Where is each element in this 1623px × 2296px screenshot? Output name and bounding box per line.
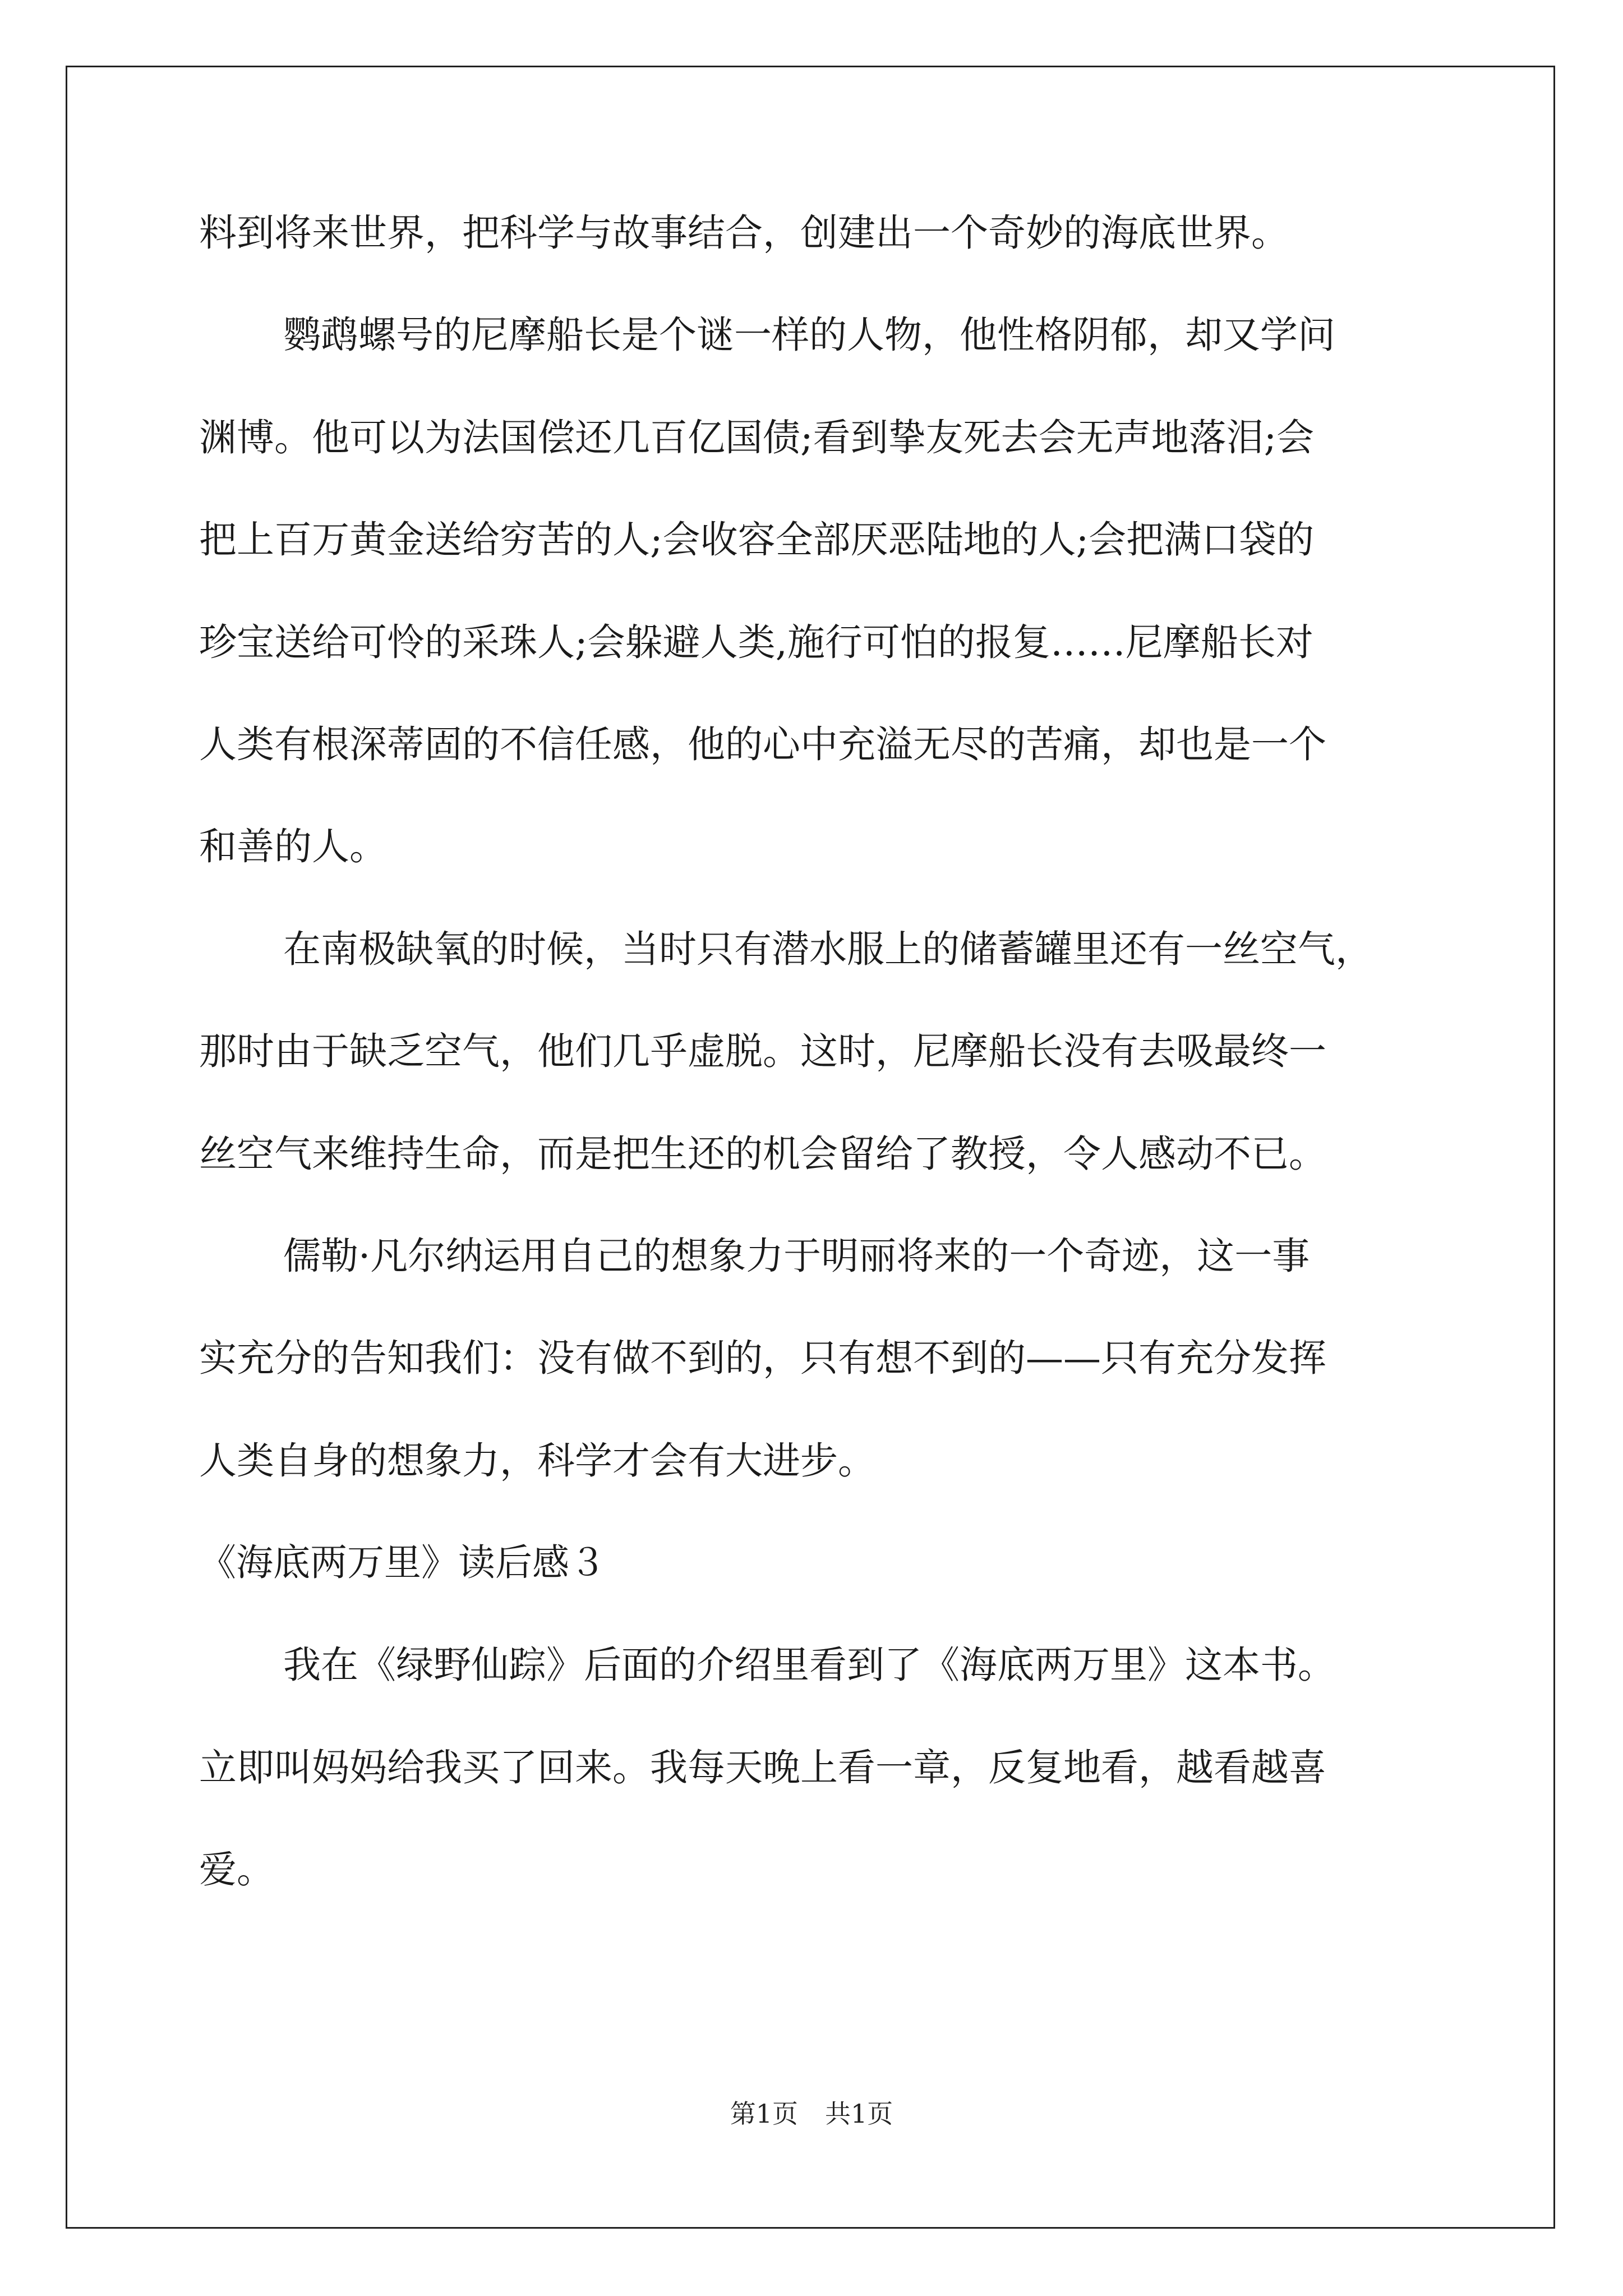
text-line: 人类有根深蒂固的不信任感，他的心中充溢无尽的苦痛，却也是一个 bbox=[199, 722, 1326, 766]
page-total: 共1页 bbox=[825, 2099, 893, 2129]
page-footer bbox=[0, 2097, 1623, 2131]
text-line: 把上百万黄金送给穷苦的人;会收容全部厌恶陆地的人;会把满口袋的 bbox=[199, 518, 1315, 562]
text-line: 丝空气来维持生命，而是把生还的机会留给了教授，令人感动不已。 bbox=[199, 1131, 1326, 1176]
text-line: 爱。 bbox=[199, 1848, 274, 1892]
text-line: 渊博。他可以为法国偿还几百亿国债;看到挚友死去会无声地落泪;会 bbox=[199, 415, 1315, 459]
text-line: 那时由于缺乏空气，他们几乎虚脱。这时，尼摩船长没有去吸最终一 bbox=[199, 1029, 1326, 1074]
document-body bbox=[199, 208, 1433, 1947]
text-line: 料到将来世界，把科学与故事结合，创建出一个奇妙的海底世界。 bbox=[199, 211, 1289, 255]
text-line: 在南极缺氧的时候，当时只有潜水服上的储蓄罐里还有一丝空气， bbox=[283, 927, 1373, 971]
section-heading: 《海底两万里》读后感３ bbox=[199, 1541, 606, 1585]
text-line: 珍宝送给可怜的采珠人;会躲避人类,施行可怕的报复……尼摩船长对 bbox=[199, 620, 1313, 664]
text-line: 人类自身的想象力，科学才会有大进步。 bbox=[199, 1438, 875, 1483]
text-line: 儒勒·凡尔纳运用自己的想象力于明丽将来的一个奇迹，这一事 bbox=[283, 1234, 1310, 1278]
text-line: 我在《绿野仙踪》后面的介绍里看到了《海底两万里》这本书。 bbox=[283, 1643, 1335, 1687]
text-line: 鹦鹉螺号的尼摩船长是个谜一样的人物，他性格阴郁，却又学问 bbox=[283, 313, 1335, 357]
text-line: 立即叫妈妈给我买了回来。我每天晚上看一章，反复地看，越看越喜 bbox=[199, 1745, 1326, 1789]
text-line: 和善的人。 bbox=[199, 825, 387, 869]
page-number: 第1页 bbox=[730, 2099, 798, 2129]
text-line: 实充分的告知我们：没有做不到的，只有想不到的——只有充分发挥 bbox=[199, 1336, 1326, 1381]
